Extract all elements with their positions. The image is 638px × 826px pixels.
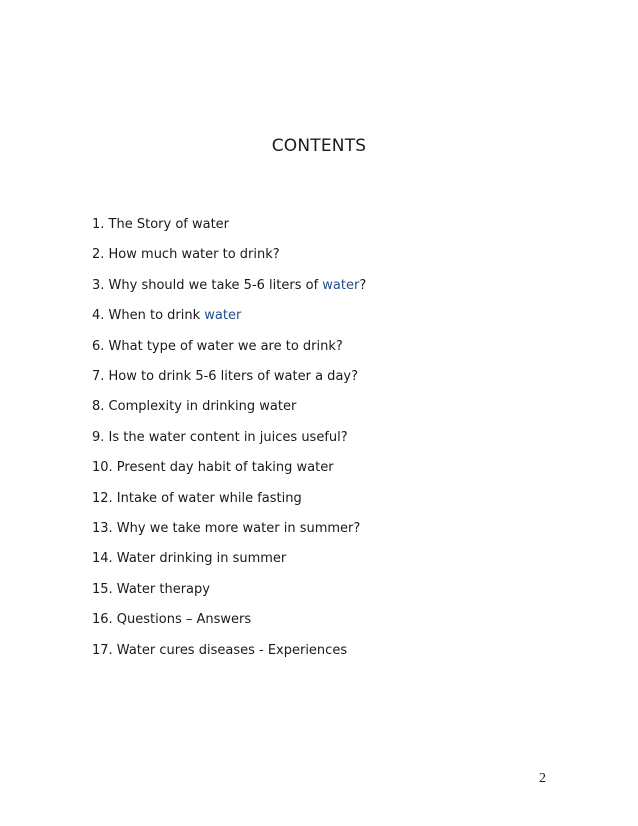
toc-item xyxy=(92,392,366,422)
toc-item-highlight: water xyxy=(204,308,242,324)
toc-item-text: 8. Complexity in drinking water xyxy=(92,399,297,415)
toc-item-text: 15. Water therapy xyxy=(92,581,210,597)
toc-item xyxy=(92,301,366,331)
toc-item-text: 3. Why should we take 5-6 liters of xyxy=(92,277,323,293)
page-number: 2 xyxy=(539,771,546,786)
toc-item xyxy=(92,605,366,635)
toc-item xyxy=(92,636,366,666)
toc-item-text-end: ? xyxy=(359,277,367,293)
toc-item-text: 14. Water drinking in summer xyxy=(92,551,287,567)
toc-item xyxy=(92,514,366,544)
table-of-contents xyxy=(92,210,366,666)
toc-item-text: 6. What type of water we are to drink? xyxy=(92,338,343,354)
toc-item-text: 17. Water cures diseases - Experiences xyxy=(92,642,348,658)
toc-item-text: 10. Present day habit of taking water xyxy=(92,460,334,476)
toc-item xyxy=(92,210,366,240)
toc-item-text: 7. How to drink 5-6 liters of water a day? xyxy=(92,369,358,385)
toc-item xyxy=(92,271,366,301)
page-title: CONTENTS xyxy=(271,136,367,156)
toc-item xyxy=(92,575,366,605)
toc-item-text: 13. Why we take more water in summer? xyxy=(92,521,361,537)
toc-item-text: 1. The Story of water xyxy=(92,217,230,232)
toc-item-text: 12. Intake of water while fasting xyxy=(92,490,302,506)
toc-item-text: 2. How much water to drink? xyxy=(92,247,280,263)
toc-item xyxy=(92,484,366,514)
toc-item-text: 4. When to drink xyxy=(92,308,205,324)
toc-item xyxy=(92,453,366,483)
toc-item xyxy=(92,544,366,574)
toc-item-text: 16. Questions – Answers xyxy=(92,612,252,628)
toc-item-highlight: water xyxy=(322,277,360,293)
toc-item xyxy=(92,362,366,392)
toc-item-text: 9. Is the water content in juices useful? xyxy=(92,429,348,445)
toc-item xyxy=(92,423,366,453)
toc-item xyxy=(92,240,366,270)
toc-item xyxy=(92,332,366,362)
